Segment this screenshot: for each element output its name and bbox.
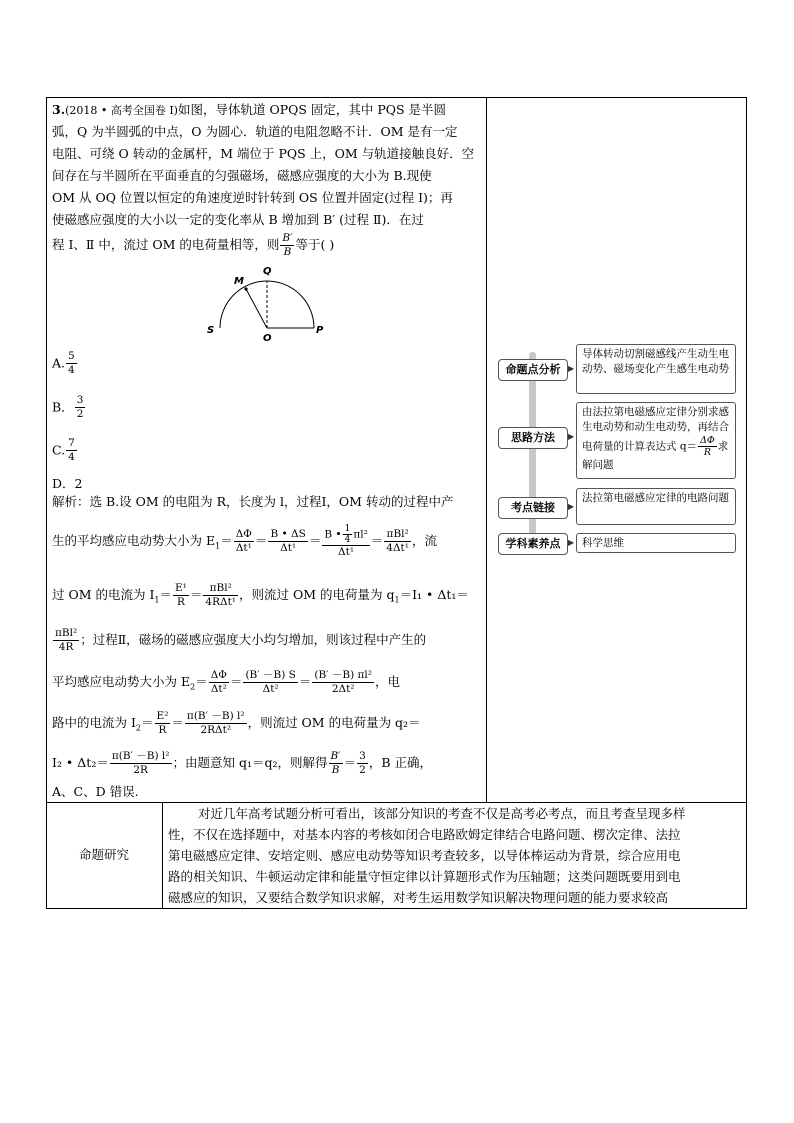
option-b-den: 2: [76, 408, 84, 420]
sol2-f1n: ΔΦ: [235, 528, 252, 540]
label-p: P: [316, 325, 324, 336]
option-a-prefix: A.: [52, 355, 66, 371]
option-b: [52, 394, 86, 421]
sol3-f1d: R: [177, 596, 185, 608]
solution-line-1: 解析：选 B.设 OM 的电阻为 R，长度为 l，过程Ⅰ，OM 转动的过程中产: [52, 494, 454, 509]
mindmap-box-2: [576, 402, 736, 479]
solution-line-5: 平均感应电动势大小为 $E_2=$ $\frac{\Delta\Phi}{\text{Δt²}}$ ＝ $\frac{(B' -B) S}{\text{Δt²}}$ ＝ $\frac{\text{(B′ －B) πl²}}{\text{2Δt²}}$ ，电: [52, 669, 401, 695]
solution-line-6: 路中的电流为 $I_2=$ $\frac{\text{E²}}{R}$ ＝ $\frac{\text{π(B′ －B) l²}}{\text{2RΔt²}}$ ，则流过 OM 的电荷量为 q₂＝: [52, 710, 421, 736]
sol7-f1d: 2R: [133, 764, 148, 776]
sol7-frac3: [357, 750, 368, 777]
mindmap-head-2: 思路方法: [498, 427, 568, 449]
sol2-f2n: B • ΔS: [270, 528, 306, 540]
option-d: D．2: [52, 476, 83, 491]
mindmap-box-3: 法拉第电磁感应定律的电路问题: [576, 488, 736, 525]
option-a-fraction: [66, 350, 77, 377]
solution-line-7: I₂ • Δt₂＝ $\frac{\text{π(B′ －B) l²}}{2R}$ ；由题意知 q₁＝q₂，则解得 $\frac{B'}{B}$ ＝ $\frac{3}{2}$ ，B 正确，: [52, 750, 432, 776]
rod-om: [246, 289, 267, 328]
option-b-fraction: [75, 394, 86, 421]
mindmap-arrow-2: ▶: [568, 432, 575, 441]
sol7-f1n: π(B′ －B) l²: [111, 750, 170, 762]
mindmap-head-1: 命题点分析: [498, 359, 568, 381]
mindmap-frac-n: ΔΦ: [700, 435, 715, 446]
solution-line-2: 生的平均感应电动势大小为 $E_1=$ $\frac{\Delta\Phi}{\text{Δt¹}}$ ＝ $\frac{B • \Delta S}{\text{Δt¹}}$ ＝ B • $\frac{1}{4}$ πl² Δt¹ ＝ $\frac{\text{πBl²}}{\text{4Δt¹}}$ ，流: [52, 524, 438, 558]
sol5-frac2: [243, 669, 297, 696]
sol5-frac3: [312, 669, 374, 696]
question-line-2: 弧，Q 为半圆弧的中点，O 为圆心．轨道的电阻忽略不计．OM 是有一定: [52, 124, 458, 139]
solution-line-3: 过 OM 的电流为 $I_1=$ $\frac{\text{E¹}}{R}$ ＝ $\frac{\text{πBl²}}{\text{4RΔt¹}}$ ，则流过 OM 的电荷量为 $q_1=I_1$ • Δt₁＝: [52, 582, 469, 608]
sol2-f1d: Δt¹: [235, 542, 252, 554]
mindmap-box-2-fraction: [698, 435, 717, 458]
question-ratio-fraction: [280, 232, 294, 259]
mindmap-arrow-1: ▶: [568, 364, 575, 373]
table-right-border: [746, 97, 747, 909]
sol5-pre: 平均感应电动势大小为 E: [52, 674, 191, 689]
option-a-num: 5: [68, 350, 75, 362]
sol7-f3n: 3: [359, 750, 366, 762]
sol6-post: ，则流过 OM 的电荷量为 q₂＝: [247, 715, 421, 730]
option-c: [52, 437, 78, 464]
sol3-pre: 过 OM 的电流为 I: [52, 587, 155, 602]
sol6-f2d: 2RΔt²: [200, 724, 232, 736]
option-c-num: 7: [68, 437, 75, 449]
sol5-sub: 2: [190, 682, 196, 692]
sol7-f2n: B′: [330, 750, 341, 762]
sol3-f2n: πBl²: [203, 582, 238, 596]
sol3-post: ＝I₁ • Δt₁＝: [399, 587, 469, 602]
sol5-post: ，电: [375, 674, 401, 689]
question-line-7: [52, 230, 334, 260]
mindmap-box-4: 科学思维: [576, 533, 736, 553]
sol3-f2d: 4RΔt¹: [205, 596, 237, 608]
question-line-5: OM 从 OQ 位置以恒定的角速度逆时针转到 OS 位置并固定(过程 Ⅰ)；再: [52, 190, 453, 205]
sol3-frac1: [173, 582, 189, 609]
question-last-pre: 程 Ⅰ、Ⅱ 中，流过 OM 的电荷量相等，则: [52, 237, 280, 252]
sol3-f1n: E¹: [175, 582, 187, 594]
sol6-f1n: E²: [156, 710, 169, 722]
option-c-fraction: [66, 437, 77, 464]
table-research-divider: [162, 802, 163, 909]
question-line-6: 使磁感应强度的大小以一定的变化率从 B 增加到 B′ (过程 Ⅱ)．在过: [52, 212, 424, 227]
research-label: 命题研究: [78, 847, 129, 862]
sol2-f4n: πBl²: [384, 528, 411, 542]
research-line-5: 磁感应的知识，又要结合数学知识求解，对考生运用数学知识解决物理问题的能力要求较高: [168, 890, 669, 905]
solution-line-8: A、C、D 错误.: [52, 784, 139, 799]
sol7-mid: ；由题意知 q₁＝q₂，则解得: [172, 755, 328, 770]
sol2-post: ，流: [412, 533, 438, 548]
question-number: 3.: [52, 102, 66, 117]
label-o: O: [263, 333, 272, 344]
sol7-f2d: B: [331, 764, 340, 776]
sol3-sub2: 1: [394, 595, 400, 605]
sol5-f2n: (B′ －B) S: [245, 669, 296, 681]
sol2-f3n-inner: [343, 524, 353, 545]
sol2-f2d: Δt¹: [280, 542, 297, 554]
table-col-divider: [486, 97, 487, 803]
mindmap-arrow-4: ▶: [568, 538, 575, 547]
mindmap-frac-d: R: [703, 447, 711, 458]
research-line-3: 第电磁感应定律、安培定则、感应电动势等知识考查较多，以导体棒运动为背景，综合应用电: [168, 848, 681, 863]
sol6-f1d: R: [158, 724, 167, 736]
sol4-fn: πBl²: [55, 627, 78, 639]
sol6-frac2: [185, 710, 247, 737]
sol7-f3d: 2: [359, 764, 366, 776]
sol2-inner-n: 1: [344, 524, 351, 534]
mindmap-box-2-text-a: 由法拉第电磁感应定律分别求感生电动势和动生电动势，再结合电荷量的计算表达式 q＝: [582, 406, 729, 453]
question-source: (2018 • 高考全国卷 Ⅰ): [65, 104, 178, 117]
sol6-f2n: π(B′ －B) l²: [186, 710, 245, 722]
sol2-f3n-b: πl²: [353, 528, 368, 541]
sol4-frac: [53, 627, 79, 654]
sol2-inner-d: 4: [344, 535, 351, 545]
sol5-f2d: Δt²: [262, 683, 279, 695]
sol2-sub: 1: [215, 541, 221, 551]
mindmap-head-4: 学科素养点: [498, 533, 568, 555]
sol6-frac1: [155, 710, 171, 737]
option-a-den: 4: [68, 364, 75, 376]
sol7-post: ，B 正确，: [368, 755, 432, 770]
option-b-prefix: B．: [52, 399, 74, 415]
question-last-post: 等于( ): [295, 237, 335, 252]
question-line-4: 间存在与半圆所在平面垂直的匀强磁场，磁感应强度的大小为 B.现使: [52, 168, 432, 183]
option-c-den: 4: [68, 451, 75, 463]
sol4-fd: 4R: [58, 641, 74, 653]
label-q: Q: [263, 266, 272, 277]
mindmap-arrow-3: ▶: [568, 502, 575, 511]
sol5-f3d: 2Δt²: [331, 683, 355, 695]
mindmap-head-3: 考点链接: [498, 497, 568, 519]
question-ratio-den: B: [283, 246, 292, 258]
sol7-frac1: [110, 750, 172, 777]
option-a: [52, 350, 78, 377]
sol7-pre: I₂ • Δt₂＝: [52, 755, 109, 770]
sol6-pre: 路中的电流为 I: [52, 715, 136, 730]
sol5-frac1: [209, 669, 229, 696]
research-line-2: 性，不仅在选择题中，对基本内容的考核如闭合电路欧姆定律结合电路问题、楞次定律、法拉: [168, 827, 681, 842]
sol5-f1d: Δt²: [210, 683, 227, 695]
sol3-frac2: [203, 582, 238, 609]
table-bottom-border: [46, 908, 747, 909]
research-line-1: 对近几年高考试题分析可看出，该部分知识的考查不仅是高考必考点，而且考查呈现多样: [198, 806, 686, 821]
solution-line-4: [52, 620, 426, 660]
sol3-mid: ，则流过 OM 的电荷量为 q: [239, 587, 395, 602]
sol4-post: ；过程Ⅱ，磁场的磁感应强度大小均匀增加，则该过程中产生的: [80, 632, 427, 647]
question-ratio-num: B′: [282, 232, 293, 244]
sol2-f3d: Δt¹: [338, 546, 355, 558]
mindmap-box-1: 导体转动切割磁感线产生动生电动势、磁场变化产生感生电动势: [576, 344, 736, 394]
mindmap-box-2-text-b: 求解问题: [582, 440, 729, 471]
table-left-border: [46, 97, 47, 909]
question-text-1: 如图，导体轨道 OPQS 固定，其中 PQS 是半圆: [177, 102, 447, 117]
sol7-frac2: [329, 750, 343, 777]
option-b-num: 3: [76, 394, 84, 406]
sol3-sub: 1: [154, 595, 160, 605]
sol5-f3n: (B′ －B) πl²: [314, 669, 372, 681]
sol6-sub: 2: [135, 723, 142, 733]
question-line-3: 电阻、可绕 O 转动的金属杆，M 端位于 PQS 上，OM 与轨道接触良好．空: [52, 146, 475, 161]
research-line-4: 路的相关知识、牛顿运动定律和能量守恒定律以计算题形式作为压轴题；这类问题既要用到电: [168, 869, 681, 884]
label-s: S: [207, 325, 215, 336]
sol2-f4d: 4Δt¹: [386, 542, 409, 554]
sol2-pre: 生的平均感应电动势大小为 E: [52, 533, 216, 548]
label-m: M: [234, 276, 244, 287]
sol2-f3n-a: B •: [324, 528, 342, 541]
sol2-frac1: [234, 528, 254, 555]
sol2-frac4: [384, 528, 411, 555]
sol5-f1n: ΔΦ: [210, 669, 227, 681]
sol2-frac2: [268, 528, 307, 555]
sol2-frac3: [322, 524, 369, 559]
option-c-prefix: C.: [52, 442, 66, 458]
sol2-f3n: [322, 524, 369, 546]
point-m: [244, 287, 247, 290]
